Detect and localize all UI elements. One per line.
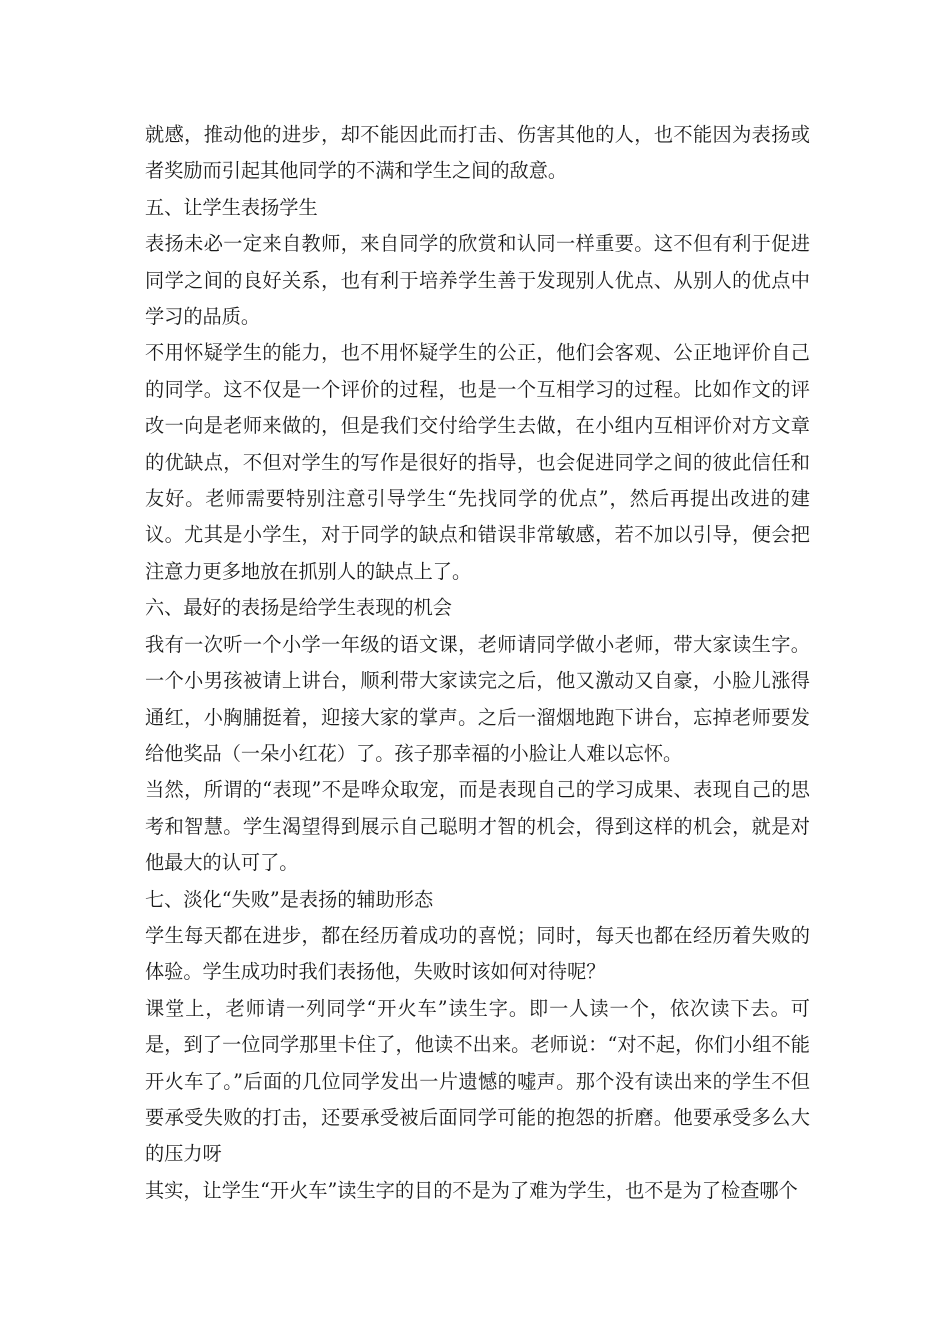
section-heading-7: 七、淡化“失败”是表扬的辅助形态 (145, 887, 434, 911)
section-heading-5: 五、让学生表扬学生 (145, 195, 318, 219)
paragraph-daily-progress: 学生每天都在进步，都在经历着成功的喜悦；同时，每天也都在经历着失败的体验。学生成功时我们表扬他，失败时该如何对待呢？ (145, 923, 810, 984)
paragraph-expression: 当然，所谓的“表现”不是哗众取宠，而是表现自己的学习成果、表现自己的思考和智慧。学生渴望得到展示自己聪明才智的机会，得到这样的机会，就是对他最大的认可了。 (145, 778, 810, 875)
paragraph-little-teacher: 我有一次听一个小学一年级的语文课，老师请同学做小老师，带大家读生字。一个小男孩被请上讲台，顺利带大家读完之后，他又激动又自豪，小脸儿涨得通红，小胸脯挺着，迎接大家的掌声。之后一溜烟地跑下讲台，忘掉老师要发给他奖品（一朵小红花）了。孩子那幸福的小脸让人难以忘怀。 (145, 632, 810, 765)
document-body (145, 117, 810, 1209)
paragraph-train-reading: 课堂上，老师请一列同学“开火车”读生字。即一人读一个，依次读下去。可是，到了一位同学那里卡住了，他读不出来。老师说：“对不起，你们小组不能开火车了。”后面的几位同学发出一片遗憾的嘘声。那个没有读出来的学生不但要承受失败的打击，还要承受被后面同学可能的抱怨的折磨。他要承受多么大的压力呀 (145, 996, 810, 1166)
paragraph-trust-students: 不用怀疑学生的能力，也不用怀疑学生的公正，他们会客观、公正地评价自己的同学。这不仅是一个评价的过程，也是一个互相学习的过程。比如作文的评改一向是老师来做的，但是我们交付给学生去做，在小组内互相评价对方文章的优缺点，不但对学生的写作是很好的指导，也会促进同学之间的彼此信任和友好。老师需要特别注意引导学生“先找同学的优点”，然后再提出改进的建议。尤其是小学生，对于同学的缺点和错误非常敏感，若不加以引导，便会把注意力更多地放在抓别人的缺点上了。 (145, 341, 810, 583)
paragraph-purpose: 其实，让学生“开火车”读生字的目的不是为了难为学生，也不是为了检查哪个 (145, 1178, 798, 1202)
paragraph-peer-praise: 表扬未必一定来自教师，来自同学的欣赏和认同一样重要。这不但有利于促进同学之间的良好关系，也有利于培养学生善于发现别人优点、从别人的优点中学习的品质。 (145, 232, 810, 329)
section-heading-6: 六、最好的表扬是给学生表现的机会 (145, 596, 452, 620)
paragraph-praise-achievement: 就感，推动他的进步，却不能因此而打击、伤害其他的人，也不能因为表扬或者奖励而引起其他同学的不满和学生之间的敌意。 (145, 123, 810, 183)
